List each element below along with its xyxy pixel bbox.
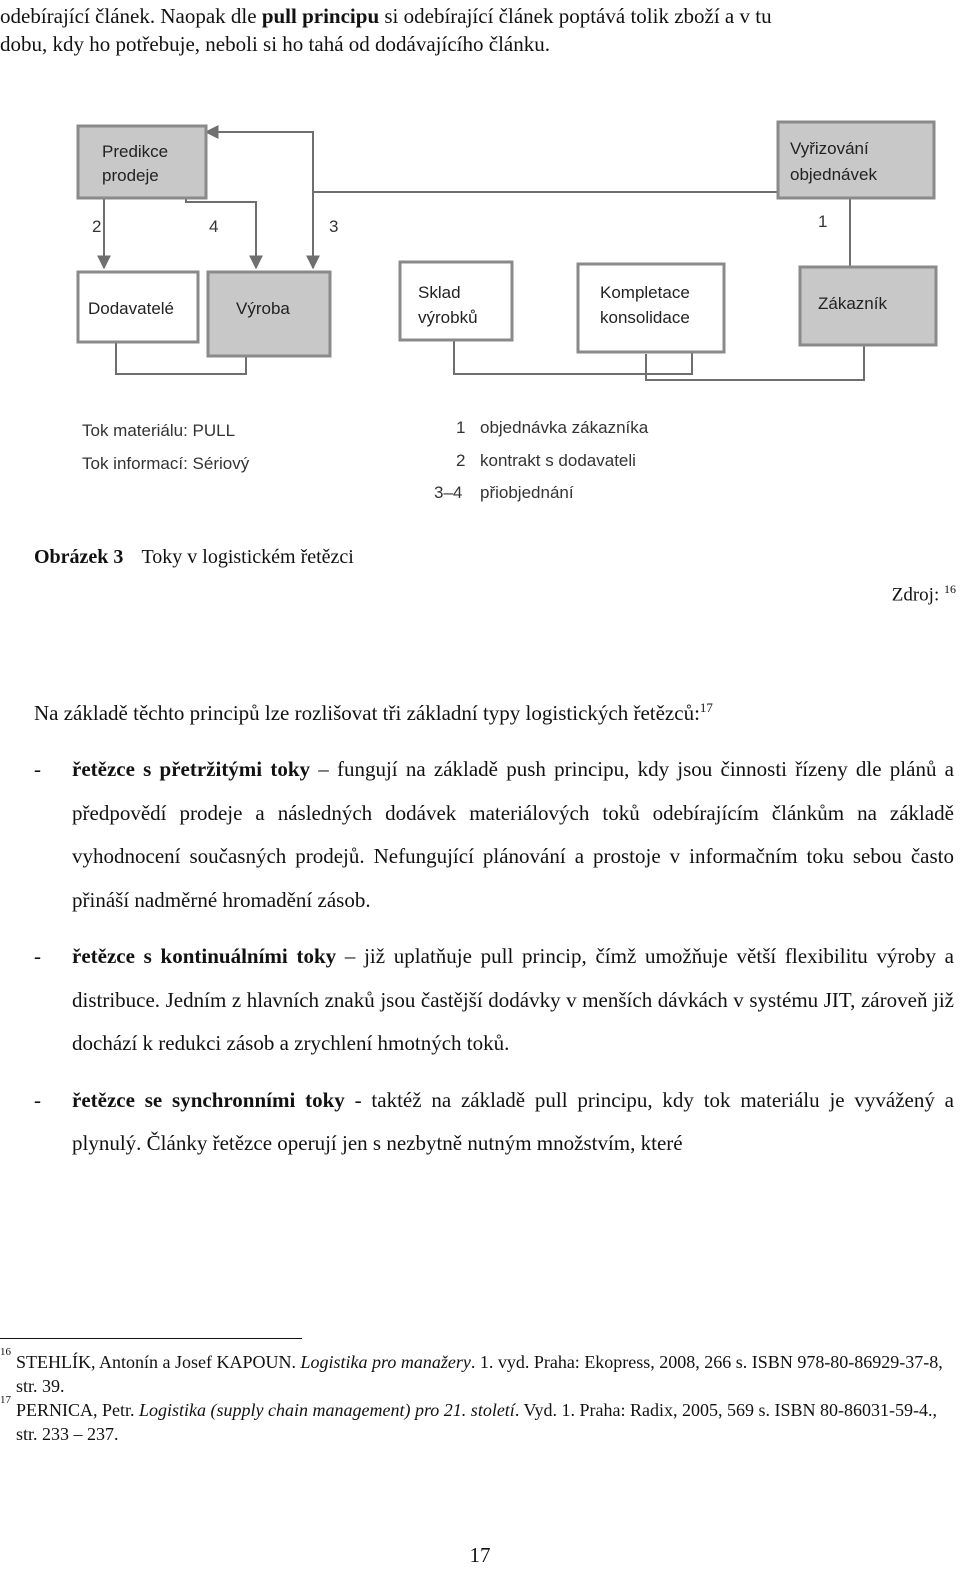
source-label: Zdroj: [891, 584, 940, 606]
list-item-term: řetězce se synchronními toky [72, 1087, 345, 1112]
arrow-number-2: 2 [92, 217, 102, 236]
arrow-line-3-branch [206, 132, 313, 192]
box-vyrizovani [778, 122, 934, 198]
box-dodavatele [78, 272, 198, 342]
footnote-text: . Vyd. 1. Praha: Radix, 2005, 569 s. ISBN 80-86031-59-4., str. 233 – 237. [16, 1400, 937, 1444]
figure-label: Obrázek 3 [34, 546, 124, 568]
figure-title: Toky v logistickém řetězci [141, 546, 354, 568]
footnote-text: . 1. vyd. Praha: Ekopress, 2008, 266 s. ISBN 978-80-86929-37-8, str. 39. [16, 1352, 943, 1396]
intro-text [0, 2, 958, 58]
list-dash: - [34, 1087, 41, 1112]
intro-line-2: dobu, kdy ho potřebuje, neboli si ho tahá od dodávajícího článku. [0, 32, 550, 56]
footnote-text: STEHLÍK, Antonín a Josef KAPOUN. [16, 1352, 301, 1372]
paragraph-text: Na základě těchto principů lze rozlišovat tři základní typy logistických řetězců: [34, 701, 700, 725]
legend-information-flow: Tok informací: Sériový [82, 454, 250, 473]
box-vyroba [208, 272, 330, 356]
legend-text-2: kontrakt s dodavateli [480, 451, 636, 470]
arrow-number-3: 3 [329, 217, 339, 236]
box-kompletace-label-1: Kompletace [600, 283, 690, 302]
box-sklad-label-1: Sklad [418, 283, 461, 302]
arrow-number-1: 1 [818, 212, 828, 231]
footnote [0, 1394, 950, 1446]
footnote [0, 1346, 950, 1398]
list-item-term: řetězce s kontinuálními toky [72, 944, 337, 968]
box-sklad [400, 262, 512, 340]
source-ref: 16 [944, 582, 956, 596]
chain-types-list [34, 748, 954, 1179]
legend-num-1: 1 [456, 418, 466, 437]
footnote-number: 16 [0, 1346, 11, 1358]
footnote-divider [0, 1338, 302, 1339]
box-dodavatele-label: Dodavatelé [88, 299, 175, 318]
intro-text-part: odebírající článek. Naopak dle [0, 4, 262, 28]
legend-text-3: přiobjednání [480, 483, 574, 502]
box-predikce-label-1: Predikce [102, 142, 169, 161]
figure-source [892, 582, 956, 606]
list-dash: - [34, 757, 41, 781]
footnote-text: PERNICA, Petr. [16, 1400, 140, 1420]
footnote-title: Logistika pro manažery [300, 1352, 471, 1372]
legend-num-2: 2 [456, 451, 466, 470]
box-predikce-label-2: prodeje [102, 166, 159, 185]
list-item-text: – fungují na základě push principu, kdy jsou činnosti řízeny dle plánů a předpovědí prodeje a následných dodávek materiálových toků odebírajícím článkům na základě vyhodnocení současných prodejů. Nefungující plánování a prostoje v informačním toku sebou často přináší nadměrné hromadění zásob. [72, 757, 954, 912]
box-zakaznik-label: Zákazník [818, 294, 887, 313]
intro-bold-term: pull principu [261, 4, 380, 28]
box-vyrizovani-label-1: Vyřizování [790, 139, 869, 158]
arrow-line-3 [313, 192, 778, 268]
legend-num-3: 3–4 [434, 483, 463, 502]
legend-text-1: objednávka zákazníka [480, 418, 649, 437]
box-kompletace-label-2: konsolidace [600, 308, 690, 327]
list-item [34, 748, 954, 922]
box-vyrizovani-label-2: objednávek [790, 165, 877, 184]
figure-caption [34, 546, 354, 569]
intro-paragraph [34, 700, 713, 726]
list-item-text: – již uplatňuje pull princip, čímž umožňuje větší flexibilitu výroby a distribuce. Jedním z hlavních znaků jsou častější dodávky v menších dávkách v systému JIT, zároveň již dochází k redukci zásob a zrychlení hmotných toků. [72, 944, 954, 1055]
page-number: 17 [469, 1543, 491, 1567]
box-zakaznik [800, 267, 936, 345]
footnote-number: 17 [0, 1394, 11, 1406]
list-item [34, 935, 954, 1066]
intro-line-1 [0, 2, 958, 30]
list-item-text: - taktéž na základě pull principu, kdy tok materiálu je vyvážený a plynulý. Články řetězce operují jen s nezbytně nutným množstvím, které [72, 1087, 954, 1155]
legend-material-flow: Tok materiálu: PULL [82, 421, 236, 440]
box-predikce [78, 126, 206, 198]
list-dash: - [34, 944, 41, 968]
list-item-term: řetězce s přetržitými toky [72, 757, 311, 781]
box-vyroba-label: Výroba [236, 299, 290, 318]
list-item [34, 1079, 954, 1166]
arrow-number-4: 4 [209, 217, 219, 236]
box-sklad-label-2: výrobků [418, 308, 478, 327]
logistics-flow-diagram [56, 102, 956, 502]
intro-text-part: si odebírající článek poptává tolik zboží a v tu [379, 4, 772, 28]
footnotes [0, 1346, 950, 1446]
footnote-title: Logistika (supply chain management) pro 21. století [139, 1400, 515, 1420]
paragraph-ref: 17 [699, 700, 713, 715]
box-kompletace [578, 264, 724, 352]
